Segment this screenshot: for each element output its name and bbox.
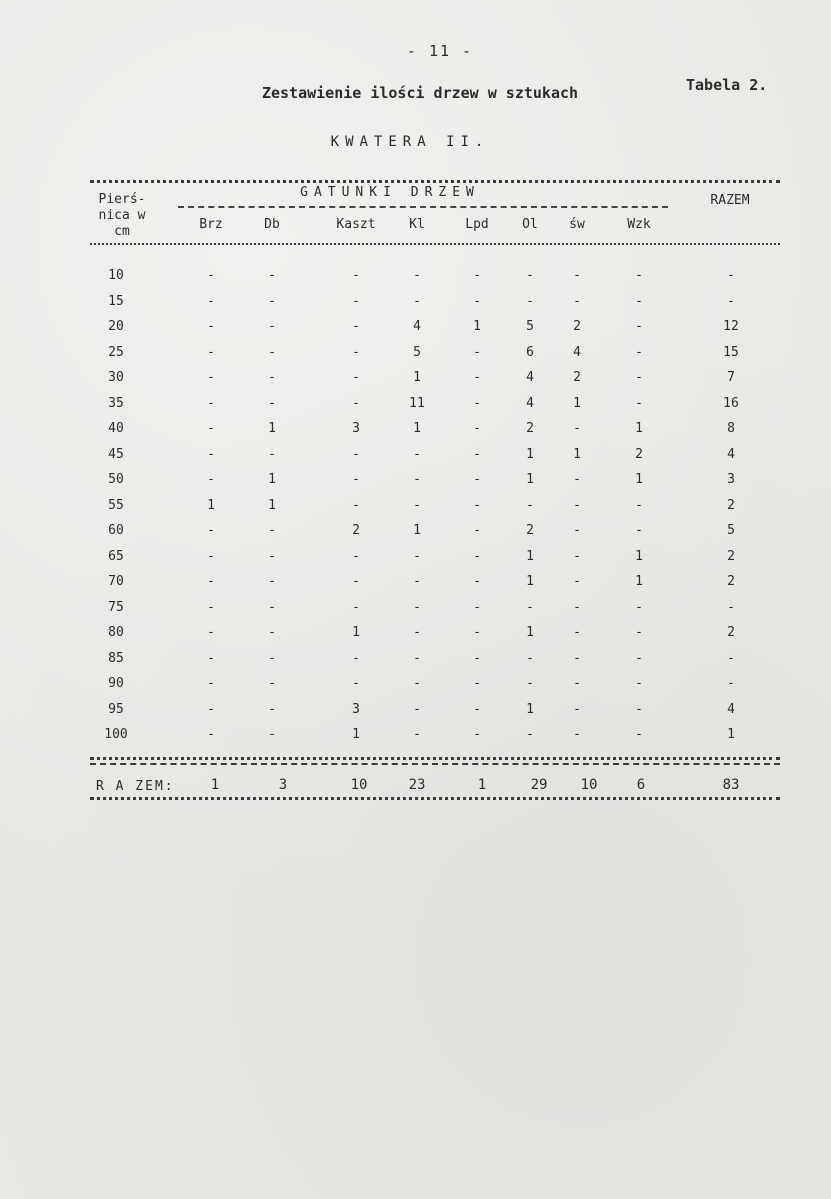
top-rule [90,180,780,183]
count-cell: - [635,268,643,283]
count-cell: - [573,497,581,513]
count-cell: 1 [526,446,534,462]
species-header: Wzk [627,217,651,232]
count-cell: - [413,446,421,462]
count-cell: - [413,548,421,564]
count-cell: 1 [526,472,534,487]
count-cell: 1 [635,472,643,487]
count-cell: - [473,701,481,717]
count-cell: - [352,293,360,309]
row-total-cell: 5 [727,523,735,538]
bottom-rule [90,797,780,800]
count-cell: - [352,497,360,513]
count-cell: - [526,293,534,309]
count-cell: - [473,472,481,487]
page-number: - 11 - [406,42,474,60]
species-total-cell: 3 [278,777,288,793]
diameter-cell: 90 [108,676,124,691]
row-total-cell: 8 [727,421,735,436]
header-bottom-rule [90,243,780,245]
count-cell: - [473,344,481,360]
count-cell: - [635,701,643,717]
count-cell: - [207,599,215,615]
count-cell: 1 [352,625,360,640]
count-cell: - [635,293,643,309]
count-cell: 5 [526,319,534,334]
row-total-cell: 16 [723,395,739,411]
count-cell: - [207,319,215,334]
totals-top-rule-2 [90,763,780,765]
count-cell: - [352,472,360,487]
count-cell: 1 [526,625,534,640]
table-subtitle: KWATERA II. [330,134,490,150]
count-cell: 3 [352,701,360,717]
count-cell: - [207,650,215,666]
count-cell: - [268,701,276,717]
count-cell: - [413,472,421,487]
species-total-cell: 23 [408,777,426,793]
count-cell: 11 [409,395,425,411]
diameter-cell: 15 [108,293,124,309]
count-cell: - [268,599,276,615]
count-cell: - [573,727,581,742]
count-cell: - [413,268,421,283]
count-cell: - [573,676,581,691]
count-cell: - [207,395,215,411]
count-cell: - [635,523,643,538]
totals-label: R A ZEM: [96,779,175,794]
count-cell: 1 [526,574,534,589]
count-cell: - [352,446,360,462]
count-cell: - [207,701,215,717]
count-cell: - [473,370,481,385]
count-cell: - [207,727,215,742]
count-cell: - [473,523,481,538]
count-cell: 3 [352,421,360,436]
count-cell: 5 [413,344,421,360]
count-cell: - [413,293,421,309]
diameter-cell: 20 [108,319,124,334]
species-header: Kaszt [336,217,376,232]
count-cell: - [413,727,421,742]
count-cell: 4 [526,370,534,385]
count-cell: - [573,599,581,615]
row-total-cell: 2 [727,497,735,513]
species-header: Db [264,217,280,232]
count-cell: - [473,395,481,411]
count-cell: - [413,574,421,589]
count-cell: - [352,319,360,334]
row-total-cell: - [727,599,735,615]
count-cell: 2 [573,319,581,334]
species-total-cell: 10 [580,777,598,793]
count-cell: - [207,548,215,564]
count-cell: 1 [526,701,534,717]
count-cell: - [573,268,581,283]
count-cell: - [268,446,276,462]
diameter-cell: 45 [108,446,124,462]
count-cell: 2 [526,523,534,538]
row-total-cell: 2 [727,548,735,564]
count-cell: - [635,319,643,334]
count-cell: - [526,650,534,666]
count-cell: - [413,599,421,615]
count-cell: - [473,599,481,615]
count-cell: 1 [473,319,481,334]
count-cell: - [352,344,360,360]
count-cell: - [268,727,276,742]
count-cell: 1 [635,548,643,564]
count-cell: - [268,268,276,283]
count-cell: - [635,625,643,640]
count-cell: - [268,319,276,334]
count-cell: - [473,548,481,564]
count-cell: - [413,497,421,513]
razem-column-header: RAZEM [710,193,750,208]
count-cell: - [526,676,534,691]
count-cell: - [352,370,360,385]
count-cell: 1 [413,370,421,385]
count-cell: - [268,370,276,385]
count-cell: - [573,472,581,487]
species-total-cell: 1 [210,777,220,793]
totals-top-rule [90,757,780,760]
species-total-cell: 1 [477,777,487,793]
species-header: Brz [199,217,223,232]
diameter-cell: 55 [108,497,124,513]
diameter-cell: 70 [108,574,124,589]
species-total-cell: 10 [350,777,368,793]
diameter-cell: 65 [108,548,124,564]
count-cell: - [268,523,276,538]
count-cell: - [473,574,481,589]
diameter-cell: 30 [108,370,124,385]
count-cell: - [473,268,481,283]
diameter-header-line-3: cm [114,224,130,239]
count-cell: - [635,676,643,691]
species-total-cell: 29 [530,777,548,793]
count-cell: - [352,395,360,411]
table-label: Tabela 2. [686,76,768,94]
row-total-cell: 4 [727,701,735,717]
count-cell: - [268,344,276,360]
diameter-cell: 35 [108,395,124,411]
species-group-header: GATUNKI DRZEW [300,185,480,200]
count-cell: 1 [526,548,534,564]
row-total-cell: - [727,676,735,691]
count-cell: - [573,293,581,309]
row-total-cell: 1 [727,727,735,742]
count-cell: - [207,625,215,640]
count-cell: - [268,293,276,309]
count-cell: - [526,727,534,742]
diameter-cell: 80 [108,625,124,640]
count-cell: - [207,268,215,283]
row-total-cell: 7 [727,370,735,385]
count-cell: - [268,625,276,640]
count-cell: - [526,497,534,513]
count-cell: - [635,344,643,360]
count-cell: 4 [573,344,581,360]
count-cell: - [268,676,276,691]
count-cell: 1 [268,472,276,487]
count-cell: - [207,293,215,309]
count-cell: - [473,421,481,436]
count-cell: 2 [573,370,581,385]
species-header: Ol [522,217,538,232]
count-cell: - [635,395,643,411]
diameter-header-line-2: nica w [98,208,146,223]
count-cell: 6 [526,344,534,360]
count-cell: - [268,548,276,564]
count-cell: - [268,395,276,411]
count-cell: 1 [268,421,276,436]
count-cell: - [635,599,643,615]
diameter-cell: 85 [108,650,124,666]
count-cell: - [473,650,481,666]
row-total-cell: 2 [727,625,735,640]
count-cell: 1 [635,574,643,589]
count-cell: 4 [413,319,421,334]
row-total-cell: - [727,650,735,666]
table-title: Zestawienie ilości drzew w sztukach [261,84,579,102]
count-cell: - [573,548,581,564]
count-cell: 1 [268,497,276,513]
count-cell: - [352,574,360,589]
count-cell: 2 [526,421,534,436]
count-cell: - [413,676,421,691]
count-cell: - [635,497,643,513]
count-cell: - [268,574,276,589]
count-cell: - [207,421,215,436]
count-cell: - [413,625,421,640]
count-cell: - [413,650,421,666]
row-total-cell: 4 [727,446,735,462]
count-cell: - [573,650,581,666]
row-total-cell: 2 [727,574,735,589]
count-cell: - [413,701,421,717]
count-cell: 1 [413,421,421,436]
count-cell: - [207,523,215,538]
diameter-cell: 75 [108,599,124,615]
count-cell: - [352,599,360,615]
count-cell: - [352,650,360,666]
count-cell: - [473,293,481,309]
count-cell: - [268,650,276,666]
grand-total-cell: 83 [722,777,740,793]
species-total-cell: 6 [636,777,646,793]
count-cell: - [352,548,360,564]
count-cell: - [473,497,481,513]
count-cell: - [207,574,215,589]
count-cell: - [635,727,643,742]
count-cell: - [526,599,534,615]
count-cell: - [573,625,581,640]
count-cell: 2 [635,446,643,462]
count-cell: - [473,446,481,462]
diameter-cell: 100 [104,727,128,742]
count-cell: - [573,421,581,436]
count-cell: - [573,701,581,717]
species-header: Lpd [465,217,489,232]
count-cell: - [207,472,215,487]
diameter-header-line-1: Pierś- [98,192,146,207]
count-cell: - [352,268,360,283]
count-cell: - [635,650,643,666]
diameter-cell: 50 [108,472,124,487]
count-cell: - [573,574,581,589]
count-cell: 1 [413,523,421,538]
count-cell: 4 [526,395,534,411]
count-cell: 1 [352,727,360,742]
group-underline [178,206,668,208]
count-cell: - [473,625,481,640]
species-header: Kl [409,217,425,232]
count-cell: 1 [573,395,581,411]
diameter-cell: 25 [108,344,124,360]
count-cell: - [573,523,581,538]
count-cell: - [473,676,481,691]
diameter-cell: 95 [108,701,124,717]
diameter-cell: 40 [108,421,124,436]
diameter-cell: 10 [108,268,124,283]
species-header: św [569,217,585,232]
count-cell: - [635,370,643,385]
count-cell: 1 [573,446,581,462]
count-cell: 1 [207,497,215,513]
row-total-cell: - [727,268,735,283]
count-cell: - [207,676,215,691]
row-total-cell: 15 [723,344,739,360]
row-total-cell: 3 [727,472,735,487]
count-cell: - [207,446,215,462]
count-cell: - [473,727,481,742]
row-total-cell: - [727,293,735,309]
row-total-cell: 12 [723,319,739,334]
diameter-cell: 60 [108,523,124,538]
count-cell: - [207,344,215,360]
count-cell: - [526,268,534,283]
diameter-column-header [92,192,152,240]
count-cell: 2 [352,523,360,538]
count-cell: 1 [635,421,643,436]
count-cell: - [207,370,215,385]
count-cell: - [352,676,360,691]
